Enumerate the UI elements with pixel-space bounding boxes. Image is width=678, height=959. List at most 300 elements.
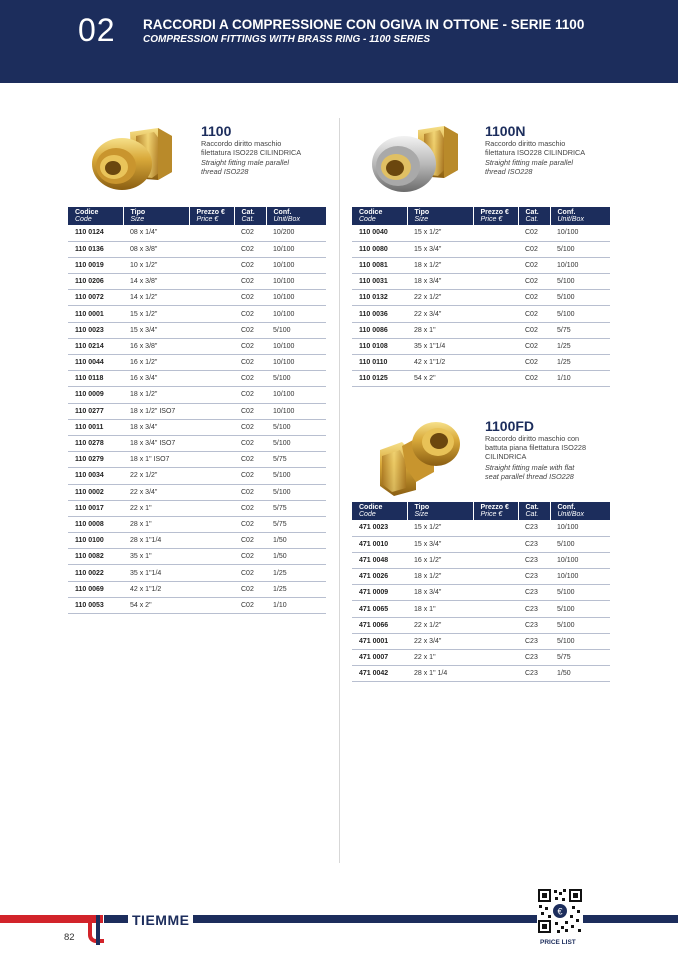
cell-size: 15 x 1/2" (407, 520, 473, 536)
cell-size: 15 x 1/2" (123, 306, 189, 322)
brand-logo: TIEMME (128, 912, 193, 928)
table-row (352, 569, 610, 585)
cell-size: 35 x 1"1/4 (407, 338, 473, 354)
cell-price (189, 549, 234, 565)
cell-price (189, 597, 234, 613)
table-row (68, 257, 326, 273)
desc-line: battuta piana filettatura ISO228 (485, 443, 587, 452)
cell-cat: C02 (234, 419, 266, 435)
col-label: Prezzo € (480, 208, 509, 216)
col-label-en: Price € (480, 216, 503, 223)
table-row (68, 435, 326, 451)
cell-code: 110 0022 (68, 565, 123, 581)
cell-cat: C02 (234, 322, 266, 338)
cell-size: 18 x 1/2" (123, 387, 189, 403)
cell-size: 54 x 2" (407, 371, 473, 387)
product-desc-en-1100 (201, 158, 289, 176)
cell-conf: 10/100 (266, 355, 326, 371)
cell-conf: 1/50 (266, 549, 326, 565)
cell-code: 110 0132 (352, 290, 407, 306)
col-label: Cat. (241, 208, 255, 216)
cell-conf: 10/100 (550, 552, 610, 568)
cell-size: 10 x 1/2" (123, 257, 189, 273)
cell-size: 28 x 1"1/4 (123, 533, 189, 549)
cell-cat: C23 (518, 520, 550, 536)
cell-size: 28 x 1" (123, 516, 189, 532)
cell-size: 18 x 3/4" (123, 419, 189, 435)
cell-conf: 5/75 (266, 452, 326, 468)
cell-code: 110 0082 (68, 549, 123, 565)
cell-cat: C02 (234, 516, 266, 532)
cell-code: 110 0034 (68, 468, 123, 484)
cell-code: 110 0017 (68, 500, 123, 516)
cell-price (189, 225, 234, 241)
cell-code: 110 0031 (352, 274, 407, 290)
cell-size: 42 x 1"1/2 (123, 581, 189, 597)
cell-conf: 10/100 (266, 290, 326, 306)
col-label-en: Code (359, 511, 376, 518)
cell-size: 22 x 1/2" (407, 617, 473, 633)
col-label: Conf. (273, 208, 292, 216)
cell-cat: C02 (234, 290, 266, 306)
cell-code: 110 0009 (68, 387, 123, 403)
col-price (473, 502, 518, 520)
cell-size: 18 x 3/4" (407, 274, 473, 290)
cell-conf: 5/100 (266, 371, 326, 387)
desc-line: Straight fitting male with flat (485, 463, 575, 472)
table-row (352, 306, 610, 322)
cell-cat: C02 (518, 241, 550, 257)
cell-price (189, 355, 234, 371)
product-desc-it-1100FD (485, 434, 586, 461)
cell-code: 471 0042 (352, 666, 407, 682)
table-row (68, 419, 326, 435)
page-number: 82 (64, 932, 75, 943)
cell-price (473, 666, 518, 682)
cell-cat: C02 (234, 338, 266, 354)
table-row (68, 225, 326, 241)
cell-code: 110 0100 (68, 533, 123, 549)
col-label-en: Cat. (241, 216, 255, 223)
cell-conf: 5/75 (266, 516, 326, 532)
cell-conf: 5/100 (550, 601, 610, 617)
cell-price (189, 338, 234, 354)
cell-cat: C02 (234, 565, 266, 581)
cell-size: 16 x 3/8" (123, 338, 189, 354)
cell-conf: 5/100 (550, 585, 610, 601)
cell-size: 18 x 1/2" ISO7 (123, 403, 189, 419)
cell-price (189, 435, 234, 451)
table-row (352, 666, 610, 682)
cell-price (473, 241, 518, 257)
cell-price (473, 257, 518, 273)
cell-code: 110 0118 (68, 371, 123, 387)
cell-conf: 5/100 (266, 468, 326, 484)
col-label: Cat. (525, 208, 539, 216)
table-row (68, 322, 326, 338)
cell-code: 471 0048 (352, 552, 407, 568)
table-row (68, 484, 326, 500)
cell-conf: 1/25 (550, 355, 610, 371)
cell-size: 18 x 3/4" (407, 585, 473, 601)
col-conf (266, 207, 326, 225)
col-label-en: Size (130, 216, 145, 223)
table-row (352, 585, 610, 601)
cell-price (189, 371, 234, 387)
cell-cat: C02 (518, 322, 550, 338)
cell-cat: C02 (234, 468, 266, 484)
col-label: Conf. (557, 503, 576, 511)
cell-size: 14 x 1/2" (123, 290, 189, 306)
cell-cat: C02 (234, 387, 266, 403)
col-label: Codice (75, 208, 99, 216)
col-cat (518, 207, 550, 225)
cell-code: 110 0008 (68, 516, 123, 532)
col-label: Prezzo € (480, 503, 509, 511)
cell-size: 18 x 1" ISO7 (123, 452, 189, 468)
cell-size: 22 x 1" (123, 500, 189, 516)
table-row (352, 536, 610, 552)
cell-conf: 10/100 (266, 306, 326, 322)
svg-text:€: € (557, 906, 563, 917)
cell-size: 15 x 3/4" (407, 536, 473, 552)
cell-price (189, 306, 234, 322)
cell-price (473, 536, 518, 552)
cell-code: 110 0069 (68, 581, 123, 597)
cell-code: 110 0011 (68, 419, 123, 435)
cell-size: 15 x 3/4" (123, 322, 189, 338)
cell-cat: C02 (518, 306, 550, 322)
table-row (68, 387, 326, 403)
cell-conf: 5/100 (266, 322, 326, 338)
cell-price (473, 225, 518, 241)
cell-size: 18 x 1/2" (407, 257, 473, 273)
cell-size: 35 x 1" (123, 549, 189, 565)
cell-code: 110 0214 (68, 338, 123, 354)
table-row (352, 338, 610, 354)
cell-size: 22 x 1/2" (407, 290, 473, 306)
cell-cat: C02 (234, 533, 266, 549)
desc-line: Straight fitting male parallel (485, 158, 574, 167)
cell-size: 16 x 1/2" (407, 552, 473, 568)
col-label: Cat. (525, 503, 539, 511)
cell-conf: 10/100 (266, 257, 326, 273)
cell-code: 471 0010 (352, 536, 407, 552)
col-label: Codice (359, 503, 383, 511)
col-conf (550, 502, 610, 520)
col-price (473, 207, 518, 225)
cell-conf: 5/100 (266, 435, 326, 451)
cell-conf: 10/100 (550, 569, 610, 585)
cell-code: 110 0040 (352, 225, 407, 241)
page-title: RACCORDI A COMPRESSIONE CON OGIVA IN OTTONE - SERIE 1100 (143, 17, 585, 32)
cell-price (189, 468, 234, 484)
cell-code: 110 0053 (68, 597, 123, 613)
cell-price (189, 241, 234, 257)
table-row (68, 290, 326, 306)
product-image-1100FD (372, 416, 464, 498)
desc-line: thread ISO228 (201, 167, 249, 176)
cell-cat: C02 (518, 355, 550, 371)
cell-code: 110 0081 (352, 257, 407, 273)
cell-cat: C23 (518, 650, 550, 666)
cell-code: 471 0001 (352, 633, 407, 649)
table-row (68, 468, 326, 484)
product-title-1100FD: 1100FD (485, 418, 535, 434)
cell-code: 110 0110 (352, 355, 407, 371)
cell-code: 110 0072 (68, 290, 123, 306)
cell-conf: 10/100 (266, 338, 326, 354)
product-image-1100N (368, 122, 464, 202)
cell-size: 08 x 3/8" (123, 241, 189, 257)
cell-conf: 5/100 (266, 484, 326, 500)
product-desc-it-1100 (201, 139, 301, 157)
cell-cat: C23 (518, 536, 550, 552)
cell-price (189, 452, 234, 468)
cell-cat: C02 (234, 225, 266, 241)
cell-size: 18 x 1/2" (407, 569, 473, 585)
cell-cat: C02 (234, 452, 266, 468)
col-code (68, 207, 123, 225)
qr-label: PRICE LIST (540, 939, 576, 946)
col-label-en: Cat. (525, 216, 539, 223)
col-code (352, 502, 407, 520)
col-code (352, 207, 407, 225)
cell-conf: 1/25 (266, 565, 326, 581)
col-label-en: Price € (480, 511, 503, 518)
cell-size: 22 x 3/4" (407, 306, 473, 322)
col-conf (550, 207, 610, 225)
table-body (68, 225, 326, 614)
cell-price (473, 633, 518, 649)
cell-conf: 1/50 (550, 666, 610, 682)
cell-size: 08 x 1/4" (123, 225, 189, 241)
table-row (352, 355, 610, 371)
cell-conf: 5/100 (550, 290, 610, 306)
cell-conf: 5/100 (550, 633, 610, 649)
cell-price (189, 274, 234, 290)
cell-price (189, 387, 234, 403)
cell-size: 22 x 1/2" (123, 468, 189, 484)
table-row (352, 371, 610, 387)
qr-code-icon[interactable] (537, 888, 583, 934)
cell-size: 15 x 1/2" (407, 225, 473, 241)
cell-conf: 10/200 (266, 225, 326, 241)
col-size (123, 207, 189, 225)
cell-conf: 10/100 (550, 520, 610, 536)
desc-line: Raccordo diritto maschio con (485, 434, 580, 443)
cell-conf: 10/100 (266, 241, 326, 257)
cell-price (189, 290, 234, 306)
cell-code: 110 0279 (68, 452, 123, 468)
col-label-en: Unit/Box (557, 216, 584, 223)
desc-line: CILINDRICA (485, 452, 527, 461)
cell-code: 471 0065 (352, 601, 407, 617)
cell-size: 16 x 1/2" (123, 355, 189, 371)
cell-cat: C02 (234, 274, 266, 290)
table-row (68, 597, 326, 613)
cell-cat: C02 (234, 306, 266, 322)
cell-price (189, 257, 234, 273)
cell-cat: C02 (234, 581, 266, 597)
col-size (407, 502, 473, 520)
cell-conf: 5/100 (550, 274, 610, 290)
table-header (352, 207, 610, 225)
fitting-1100N-drawing (372, 126, 458, 192)
col-label: Conf. (557, 208, 576, 216)
desc-line: filettatura ISO228 CILINDRICA (485, 148, 586, 157)
cell-cat: C02 (234, 257, 266, 273)
cell-cat: C23 (518, 552, 550, 568)
desc-line: seat parallel thread ISO228 (485, 472, 574, 481)
table-row (352, 322, 610, 338)
page-header (0, 0, 678, 83)
cell-cat: C02 (234, 241, 266, 257)
table-body (352, 520, 610, 682)
cell-conf: 1/25 (266, 581, 326, 597)
cell-code: 110 0044 (68, 355, 123, 371)
product-desc-en-1100FD (485, 463, 574, 481)
table-row (68, 516, 326, 532)
table-row (352, 257, 610, 273)
col-label: Tipo (414, 208, 430, 216)
cell-conf: 1/10 (550, 371, 610, 387)
cell-cat: C02 (234, 597, 266, 613)
table-header (352, 502, 610, 520)
product-desc-it-1100N (485, 139, 585, 157)
cell-size: 54 x 2" (123, 597, 189, 613)
product-table-1100N (352, 207, 610, 387)
cell-cat: C02 (234, 371, 266, 387)
cell-code: 110 0001 (68, 306, 123, 322)
cell-price (473, 552, 518, 568)
cell-size: 42 x 1"1/2 (407, 355, 473, 371)
cell-code: 110 0206 (68, 274, 123, 290)
product-table-1100 (68, 207, 326, 614)
table-row (352, 520, 610, 536)
table-row (352, 225, 610, 241)
cell-price (473, 274, 518, 290)
product-title-1100: 1100 (201, 123, 232, 139)
cell-cat: C02 (234, 549, 266, 565)
col-label-en: Size (414, 216, 429, 223)
col-label: Prezzo € (196, 208, 225, 216)
col-label-en: Price € (196, 216, 219, 223)
col-label-en: Size (414, 511, 429, 518)
cell-price (473, 371, 518, 387)
col-label-en: Code (359, 216, 376, 223)
product-image-1100 (88, 122, 178, 200)
col-label-en: Unit/Box (557, 511, 584, 518)
cell-size: 16 x 3/4" (123, 371, 189, 387)
table-row (68, 274, 326, 290)
product-table-1100FD (352, 502, 610, 682)
cell-price (189, 403, 234, 419)
table-row (68, 581, 326, 597)
desc-line: thread ISO228 (485, 167, 533, 176)
cell-price (473, 322, 518, 338)
cell-price (189, 484, 234, 500)
column-divider (339, 118, 340, 863)
cell-conf: 1/50 (266, 533, 326, 549)
cell-price (189, 322, 234, 338)
cell-conf: 5/100 (550, 617, 610, 633)
cell-conf: 1/25 (550, 338, 610, 354)
cell-price (473, 290, 518, 306)
cell-price (473, 585, 518, 601)
table-row (352, 633, 610, 649)
cell-code: 110 0124 (68, 225, 123, 241)
cell-price (473, 601, 518, 617)
cell-code: 471 0066 (352, 617, 407, 633)
cell-size: 22 x 3/4" (123, 484, 189, 500)
cell-code: 110 0036 (352, 306, 407, 322)
section-number: 02 (78, 12, 116, 48)
cell-cat: C02 (234, 355, 266, 371)
cell-price (473, 650, 518, 666)
cell-size: 28 x 1" (407, 322, 473, 338)
cell-conf: 5/75 (550, 322, 610, 338)
cell-price (189, 565, 234, 581)
product-title-1100N: 1100N (485, 123, 526, 139)
col-label: Tipo (130, 208, 146, 216)
table-row (352, 241, 610, 257)
cell-price (473, 306, 518, 322)
table-row (68, 452, 326, 468)
cell-code: 110 0023 (68, 322, 123, 338)
cell-code: 110 0002 (68, 484, 123, 500)
cell-conf: 10/100 (550, 225, 610, 241)
cell-price (473, 617, 518, 633)
cell-price (189, 533, 234, 549)
cell-conf: 1/10 (266, 597, 326, 613)
cell-size: 14 x 3/8" (123, 274, 189, 290)
table-row (68, 355, 326, 371)
cell-size: 28 x 1" 1/4 (407, 666, 473, 682)
fitting-1100FD-drawing (380, 422, 460, 496)
cell-cat: C23 (518, 666, 550, 682)
cell-code: 110 0277 (68, 403, 123, 419)
desc-line: Straight fitting male parallel (201, 158, 290, 167)
cell-code: 110 0278 (68, 435, 123, 451)
cell-code: 110 0019 (68, 257, 123, 273)
cell-price (189, 516, 234, 532)
cell-cat: C23 (518, 633, 550, 649)
cell-cat: C02 (518, 338, 550, 354)
cell-cat: C02 (234, 500, 266, 516)
cell-cat: C23 (518, 601, 550, 617)
cell-size: 15 x 3/4" (407, 241, 473, 257)
product-desc-en-1100N (485, 158, 573, 176)
col-label: Codice (359, 208, 383, 216)
table-row (68, 371, 326, 387)
table-row (68, 549, 326, 565)
cell-conf: 5/100 (550, 241, 610, 257)
cell-size: 22 x 1" (407, 650, 473, 666)
cell-conf: 10/100 (266, 274, 326, 290)
table-row (352, 552, 610, 568)
cell-code: 110 0086 (352, 322, 407, 338)
cell-size: 18 x 3/4" ISO7 (123, 435, 189, 451)
cell-cat: C23 (518, 617, 550, 633)
cell-price (189, 581, 234, 597)
cell-conf: 5/75 (550, 650, 610, 666)
cell-conf: 5/100 (550, 306, 610, 322)
col-price (189, 207, 234, 225)
cell-code: 110 0108 (352, 338, 407, 354)
table-row (68, 306, 326, 322)
cell-conf: 10/100 (550, 257, 610, 273)
